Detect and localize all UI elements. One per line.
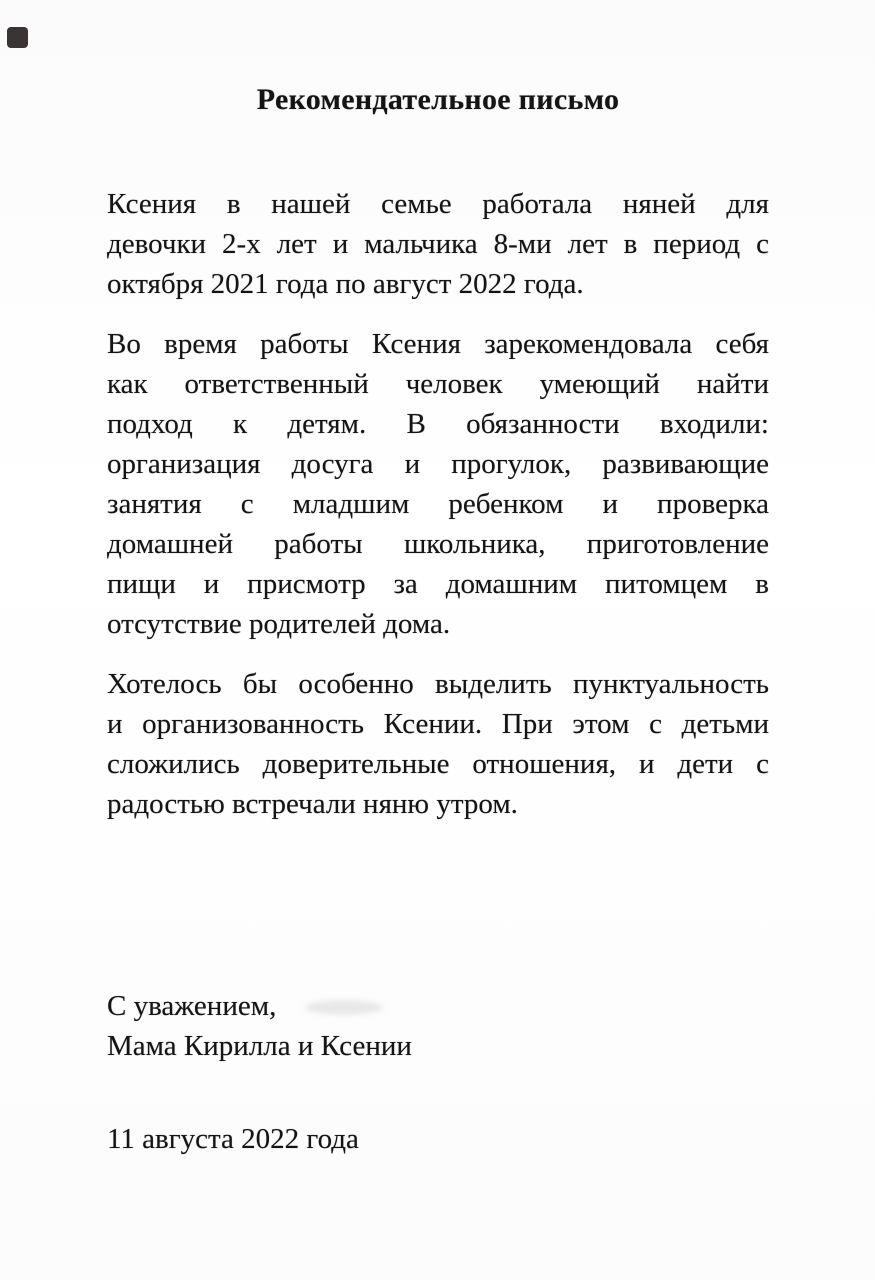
text-line: девочки 2-х лет и мальчика 8-ми лет в период с bbox=[107, 228, 769, 260]
text-line: занятия с младшим ребенком и проверка bbox=[107, 488, 769, 520]
paragraph bbox=[107, 664, 769, 824]
text-line: сложились доверительные отношения, и дети с bbox=[107, 748, 769, 780]
signature-block bbox=[107, 986, 769, 1066]
text-line: организация досуга и прогулок, развивающие bbox=[107, 448, 769, 480]
text-line: Хотелось бы особенно выделить пунктуальность bbox=[107, 668, 769, 700]
text-line: и организованность Ксении. При этом с детьми bbox=[107, 708, 769, 740]
signature-salutation: С уважением, bbox=[107, 990, 277, 1022]
text-line: отсутствие родителей дома. bbox=[107, 608, 451, 640]
text-line: Ксения в нашей семье работала няней для bbox=[107, 188, 769, 220]
paragraph bbox=[107, 184, 769, 304]
text-line: подход к детям. В обязанности входили: bbox=[107, 408, 769, 440]
corner-mark-artifact bbox=[7, 27, 28, 48]
text-line: домашней работы школьника, приготовление bbox=[107, 528, 769, 560]
letter-body bbox=[107, 184, 769, 824]
letter-date: 11 августа 2022 года bbox=[107, 1123, 359, 1155]
letter bbox=[107, 0, 769, 1159]
signature-name: Мама Кирилла и Ксении bbox=[107, 1030, 412, 1062]
text-line: Во время работы Ксения зарекомендовала себя bbox=[107, 328, 769, 360]
text-line: радостью встречали няню утром. bbox=[107, 788, 518, 820]
text-line: октября 2021 года по август 2022 года. bbox=[107, 268, 584, 300]
text-line: пищи и присмотр за домашним питомцем в bbox=[107, 568, 769, 600]
letter-title: Рекомендательное письмо bbox=[256, 83, 620, 116]
paragraph bbox=[107, 324, 769, 644]
text-line: как ответственный человек умеющий найти bbox=[107, 368, 769, 400]
